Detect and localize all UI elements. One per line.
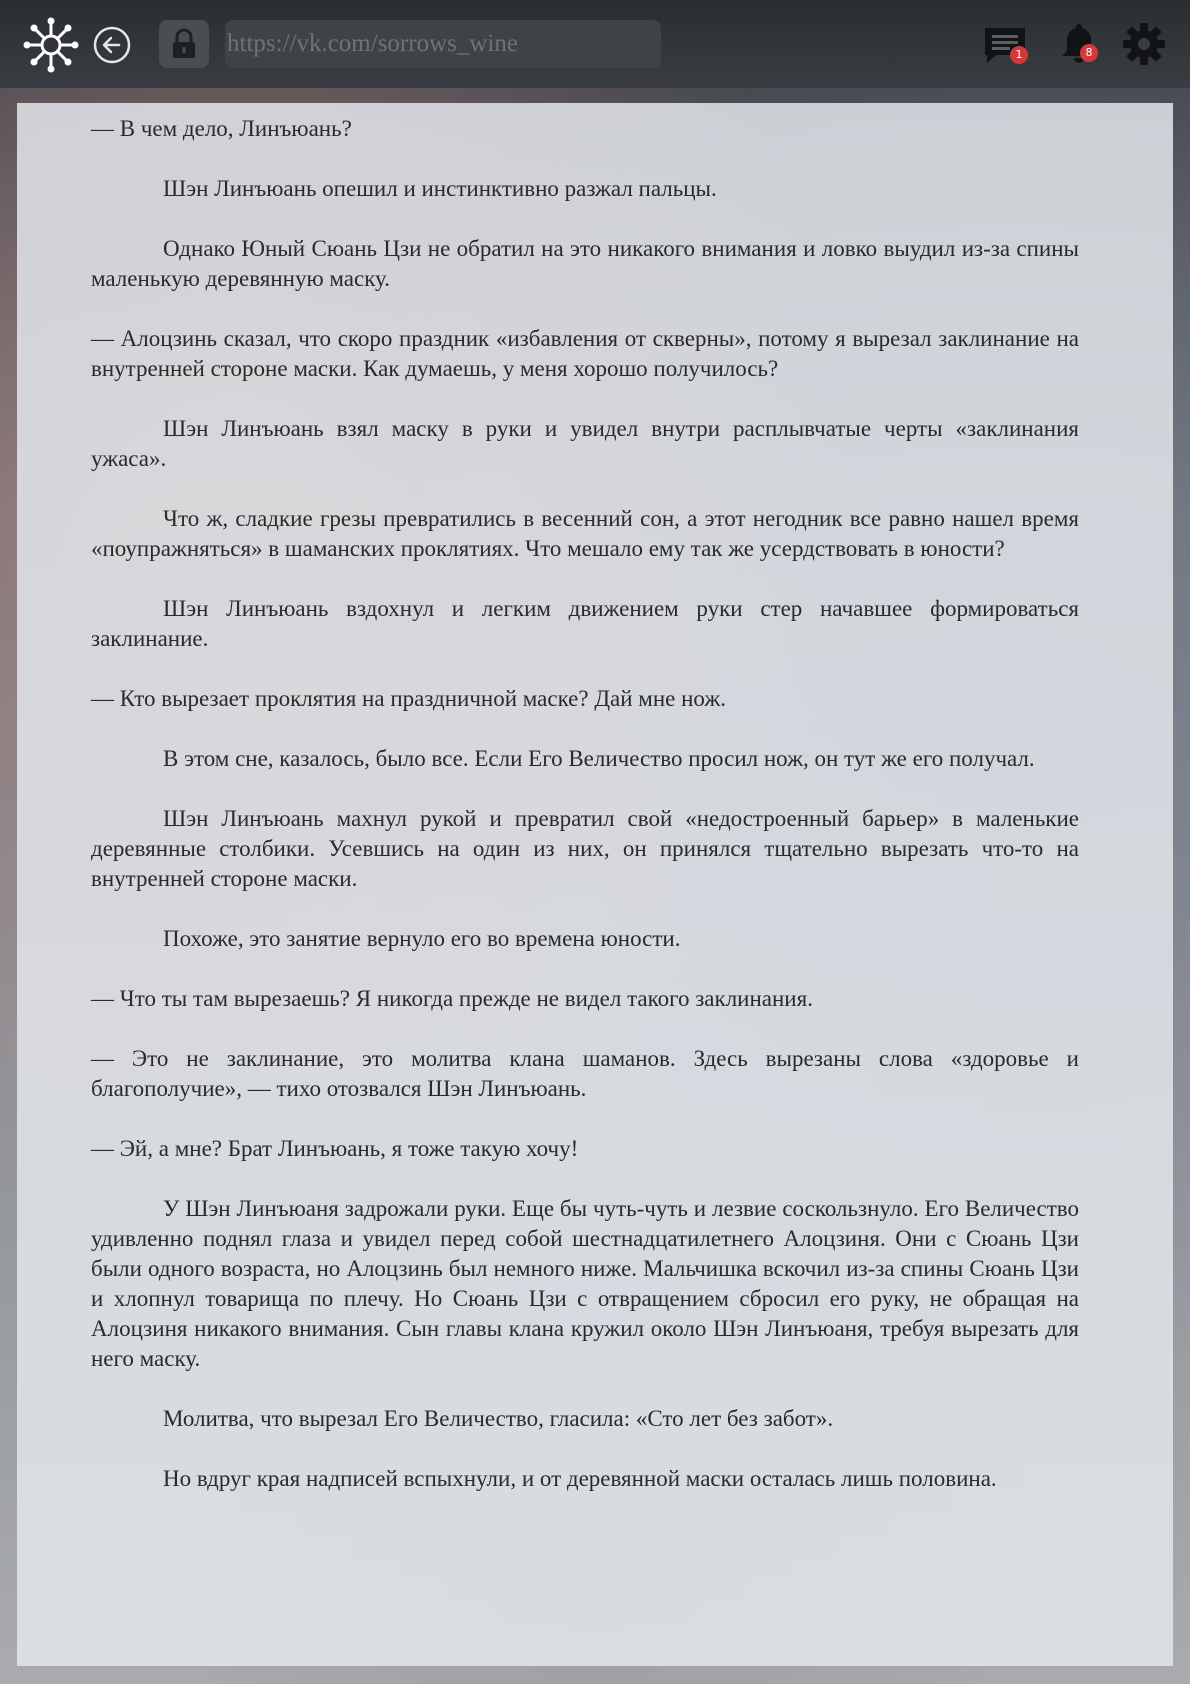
paragraph: В этом сне, казалось, было все. Если Его Величество просил нож, он тут же его получал. <box>163 746 1035 771</box>
article-text <box>91 114 1079 1524</box>
paragraph: — В чем дело, Линъюань? <box>91 116 352 141</box>
paragraph: — Это не заклинание, это молитва клана шаманов. Здесь вырезаны слова «здоровье и благополучие», — тихо отозвался Шэн Линъюань. <box>91 1046 1079 1101</box>
paragraph: — Кто вырезает проклятия на праздничной маске? Дай мне нож. <box>91 686 726 711</box>
lock-button[interactable] <box>159 20 209 68</box>
paragraph: — Алоцзинь сказал, что скоро праздник «избавления от скверны», потому я вырезал заклинание на внутренней стороне маски. Как думаешь, у меня хорошо получилось? <box>91 326 1079 381</box>
notifications-badge: 8 <box>1080 44 1098 62</box>
paragraph: Но вдруг края надписей вспыхнули, и от деревянной маски осталась лишь половина. <box>163 1466 997 1491</box>
gear-icon <box>1122 22 1166 66</box>
paragraph: — Что ты там вырезаешь? Я никогда прежде не видел такого заклинания. <box>91 986 813 1011</box>
network-hub-icon[interactable] <box>22 16 80 74</box>
paragraph: Шэн Линъюань взял маску в руки и увидел внутри расплывчатые черты «заклинания ужаса». <box>91 416 1079 471</box>
messages-button[interactable] <box>980 22 1030 68</box>
paragraph: Похоже, это занятие вернуло его во времена юности. <box>163 926 681 951</box>
settings-button[interactable] <box>1120 20 1168 68</box>
paragraph: Молитва, что вырезал Его Величество, гласила: «Сто лет без забот». <box>163 1406 834 1431</box>
paragraph: Шэн Линъюань махнул рукой и превратил свой «недостроенный барьер» в маленькие деревянные столбики. Усевшись на один из них, он принялся тщательно вырезать что-то на внутренней стороне маски. <box>91 806 1079 891</box>
paragraph: Однако Юный Сюань Цзи не обратил на это никакого внимания и ловко выудил из-за спины маленькую деревянную маску. <box>91 236 1079 291</box>
address-bar[interactable] <box>225 20 661 68</box>
lock-icon <box>169 28 199 60</box>
paragraph: — Эй, а мне? Брат Линъюань, я тоже такую хочу! <box>91 1136 579 1161</box>
paragraph: Шэн Линъюань опешил и инстинктивно разжал пальцы. <box>163 176 717 201</box>
back-arrow-icon[interactable] <box>92 25 132 65</box>
paragraph: Шэн Линъюань вздохнул и легким движением руки стер начавшее формироваться заклинание. <box>91 596 1079 651</box>
notifications-button[interactable] <box>1056 20 1102 66</box>
messages-badge: 1 <box>1010 46 1028 64</box>
address-bar-url: https://vk.com/sorrows_wine <box>227 30 518 57</box>
paragraph: У Шэн Линъюаня задрожали руки. Еще бы чуть-чуть и лезвие соскользнуло. Его Величество удивленно поднял глаза и увидел перед собой шестнадцатилетнего Алоцзиня. Они с Сюань Цзи были одного возраста, но Алоцзинь был немного ниже. Мальчишка вскочил из-за спины Сюань Цзи и хлопнул товарища по плечу. Но Сюань Цзи с отвращением сбросил его руку, не обращая на Алоцзиня никакого внимания. Сын главы клана кружил около Шэн Линъюаня, требуя вырезать для него маску. <box>91 1196 1079 1371</box>
paragraph: Что ж, сладкие грезы превратились в весенний сон, а этот негодник все равно нашел время «поупражняться» в шаманских проклятиях. Что мешало ему так же усердствовать в юности? <box>91 506 1079 561</box>
browser-toolbar <box>0 0 1190 88</box>
